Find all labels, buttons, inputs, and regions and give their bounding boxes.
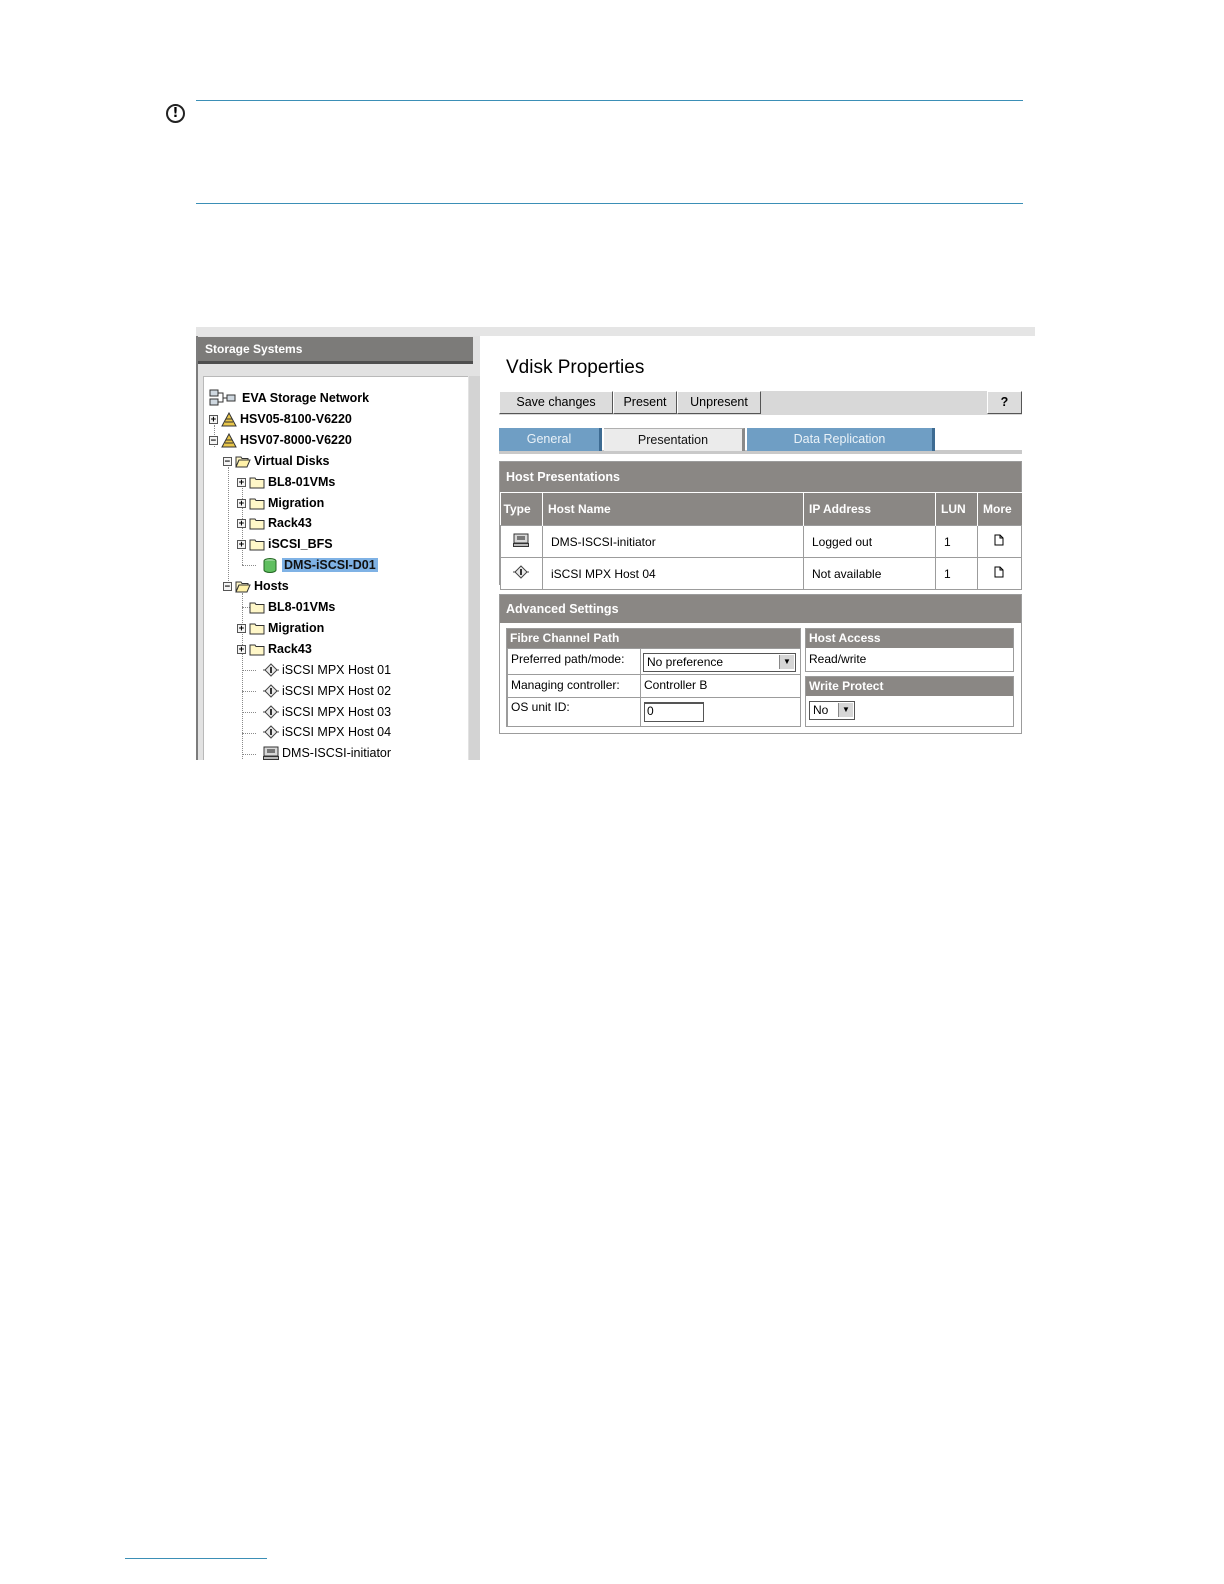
folder-open-icon	[235, 454, 251, 469]
page-title: Vdisk Properties	[506, 357, 645, 378]
folder-open-icon	[235, 579, 251, 594]
expand-icon[interactable]: +	[238, 498, 245, 509]
host-presentations-section	[499, 461, 1022, 585]
important-exclamation-icon: !	[166, 104, 185, 123]
table-row[interactable]	[501, 526, 1022, 558]
folder-icon	[249, 516, 265, 531]
sidebar-title: Storage Systems	[198, 337, 473, 361]
fibre-channel-path-box	[506, 628, 801, 727]
tree-item-eva-storage-network[interactable]	[209, 389, 369, 407]
iscsi-host-icon	[263, 725, 279, 740]
tree-item-label: iSCSI MPX Host 01	[282, 663, 392, 677]
expand-icon[interactable]: +	[238, 539, 245, 550]
tab-data-replication[interactable]: Data Replication	[747, 428, 935, 451]
tree-item-iscsi-mpx-host-04[interactable]	[251, 723, 391, 741]
vdisk-properties-panel	[480, 336, 1035, 760]
column-header-host-name: Host Name	[543, 493, 804, 526]
chevron-down-icon[interactable]: ▼	[779, 655, 794, 669]
host-name-cell[interactable]: DMS-ISCSI-initiator	[543, 526, 804, 558]
document-icon[interactable]	[978, 558, 1022, 590]
tree-item-label: Migration	[268, 496, 325, 510]
tree-item-label: Hosts	[254, 579, 289, 593]
tree-item-migration[interactable]	[237, 494, 324, 512]
collapse-icon[interactable]: −	[224, 456, 231, 467]
tree-item-bl8-01vms[interactable]	[237, 473, 335, 491]
sidebar-header-shadow	[198, 361, 473, 364]
save-changes-button[interactable]: Save changes	[499, 391, 613, 414]
present-button[interactable]: Present	[613, 391, 677, 414]
iscsi-host-icon	[263, 663, 279, 678]
lun-cell: 1	[936, 558, 978, 590]
managing-controller-label: Managing controller:	[507, 674, 641, 698]
host-access-title: Host Access	[806, 629, 1013, 648]
write-protect-box	[805, 676, 1014, 727]
chevron-down-icon[interactable]: ▼	[838, 703, 853, 717]
command-view-screenshot	[196, 327, 1035, 760]
column-header-type: Type	[501, 493, 543, 526]
table-row[interactable]	[501, 558, 1022, 590]
tree-item-dms-iscsi-initiator[interactable]	[251, 744, 391, 760]
sidebar-scrollbar[interactable]	[469, 376, 480, 760]
sidebar-edge	[196, 336, 198, 760]
host-name-cell[interactable]: iSCSI MPX Host 04	[543, 558, 804, 590]
storage-systems-sidebar	[196, 336, 480, 760]
tree-item-iscsi-mpx-host-03[interactable]	[251, 703, 391, 721]
os-unit-id-label: OS unit ID:	[507, 697, 641, 727]
tree-item-virtual-disks[interactable]	[223, 452, 330, 470]
iscsi-host-icon	[501, 558, 543, 590]
preferred-path-label: Preferred path/mode:	[507, 648, 641, 675]
lun-cell: 1	[936, 526, 978, 558]
column-header-lun: LUN	[936, 493, 978, 526]
tree-item-label: DMS-ISCSI-initiator	[282, 746, 392, 760]
note-bottom-rule	[196, 203, 1023, 204]
iscsi-host-icon	[263, 705, 279, 720]
tree-item-hosts[interactable]	[223, 577, 289, 595]
advanced-settings-section	[499, 594, 1022, 734]
expand-icon[interactable]: +	[238, 623, 245, 634]
tree-item-label: Migration	[268, 621, 325, 635]
tree-item-label: Rack43	[268, 516, 312, 530]
navigation-tree	[203, 376, 468, 760]
managing-controller-value: Controller B	[640, 674, 801, 698]
vdisk-cylinder-icon	[263, 558, 279, 573]
host-presentations-title: Host Presentations	[500, 462, 1021, 492]
tree-item-label: BL8-01VMs	[268, 475, 336, 489]
tree-item-label: DMS-iSCSI-D01	[284, 558, 376, 572]
storage-array-icon	[221, 412, 237, 427]
expand-icon[interactable]: +	[238, 644, 245, 655]
write-protect-title: Write Protect	[806, 677, 1013, 696]
iscsi-host-icon	[263, 684, 279, 699]
table-header-row	[501, 493, 1022, 526]
expand-icon[interactable]: +	[238, 518, 245, 529]
tree-item-label: EVA Storage Network	[242, 391, 370, 405]
ip-address-cell: Logged out	[804, 526, 936, 558]
tree-item-iscsi-mpx-host-01[interactable]	[251, 661, 391, 679]
column-header-more: More	[978, 493, 1022, 526]
tree-item-bl8-01vms[interactable]	[237, 598, 335, 616]
tree-item-hsv05-8100-v6220[interactable]	[209, 410, 352, 428]
folder-icon	[249, 537, 265, 552]
tree-item-label: iSCSI_BFS	[268, 537, 333, 551]
folder-icon	[249, 621, 265, 636]
toolbar	[499, 391, 1022, 415]
tree-item-label: HSV07-8000-V6220	[240, 433, 352, 447]
advanced-settings-title: Advanced Settings	[500, 595, 1021, 623]
expand-icon[interactable]: +	[210, 414, 217, 425]
tree-item-label: iSCSI MPX Host 02	[282, 684, 392, 698]
host-presentations-table	[500, 492, 1022, 590]
folder-icon	[249, 642, 265, 657]
unpresent-button[interactable]: Unpresent	[677, 391, 761, 414]
tree-item-label: Virtual Disks	[254, 454, 330, 468]
tree-item-label: Rack43	[268, 642, 312, 656]
write-protect-value: No	[813, 703, 829, 717]
storage-array-icon	[221, 433, 237, 448]
window-top-bar	[196, 327, 1035, 336]
ip-address-cell: Not available	[804, 558, 936, 590]
os-unit-id-input[interactable]: 0	[644, 702, 704, 722]
fibre-channel-path-title: Fibre Channel Path	[507, 629, 800, 648]
tab-general[interactable]: General	[499, 428, 602, 451]
write-protect-dropdown[interactable]	[809, 701, 855, 720]
tree-item-hsv07-8000-v6220[interactable]	[209, 431, 352, 449]
tree-item-rack43[interactable]	[237, 640, 312, 658]
host-access-box	[805, 628, 1014, 672]
preferred-path-dropdown[interactable]	[643, 653, 796, 672]
preferred-path-value: No preference	[647, 655, 724, 669]
tree-item-rack43[interactable]	[237, 514, 312, 532]
document-icon[interactable]	[978, 526, 1022, 558]
folder-icon	[249, 475, 265, 490]
tab-presentation[interactable]: Presentation	[604, 428, 745, 451]
tree-item-label: HSV05-8100-V6220	[240, 412, 352, 426]
tree-item-iscsi-bfs[interactable]	[237, 535, 333, 553]
host-access-value: Read/write	[809, 652, 867, 666]
expand-icon[interactable]: +	[238, 477, 245, 488]
collapse-icon[interactable]: −	[210, 435, 217, 446]
tree-connector	[228, 467, 229, 585]
folder-icon	[249, 496, 265, 511]
host-server-icon	[263, 746, 279, 761]
tree-item-label: iSCSI MPX Host 04	[282, 725, 392, 739]
footer-rule	[125, 1558, 267, 1559]
collapse-icon[interactable]: −	[224, 581, 231, 592]
host-server-icon	[501, 526, 543, 558]
tree-item-label: iSCSI MPX Host 03	[282, 705, 392, 719]
tree-item-dms-iscsi-d01[interactable]	[251, 556, 378, 574]
tree-item-iscsi-mpx-host-02[interactable]	[251, 682, 391, 700]
network-icon	[209, 389, 239, 407]
note-top-rule	[196, 100, 1023, 101]
tree-item-migration[interactable]	[237, 619, 324, 637]
folder-icon	[249, 600, 265, 615]
tree-item-label: BL8-01VMs	[268, 600, 336, 614]
column-header-ip-address: IP Address	[804, 493, 936, 526]
help-button[interactable]: ?	[987, 391, 1022, 414]
